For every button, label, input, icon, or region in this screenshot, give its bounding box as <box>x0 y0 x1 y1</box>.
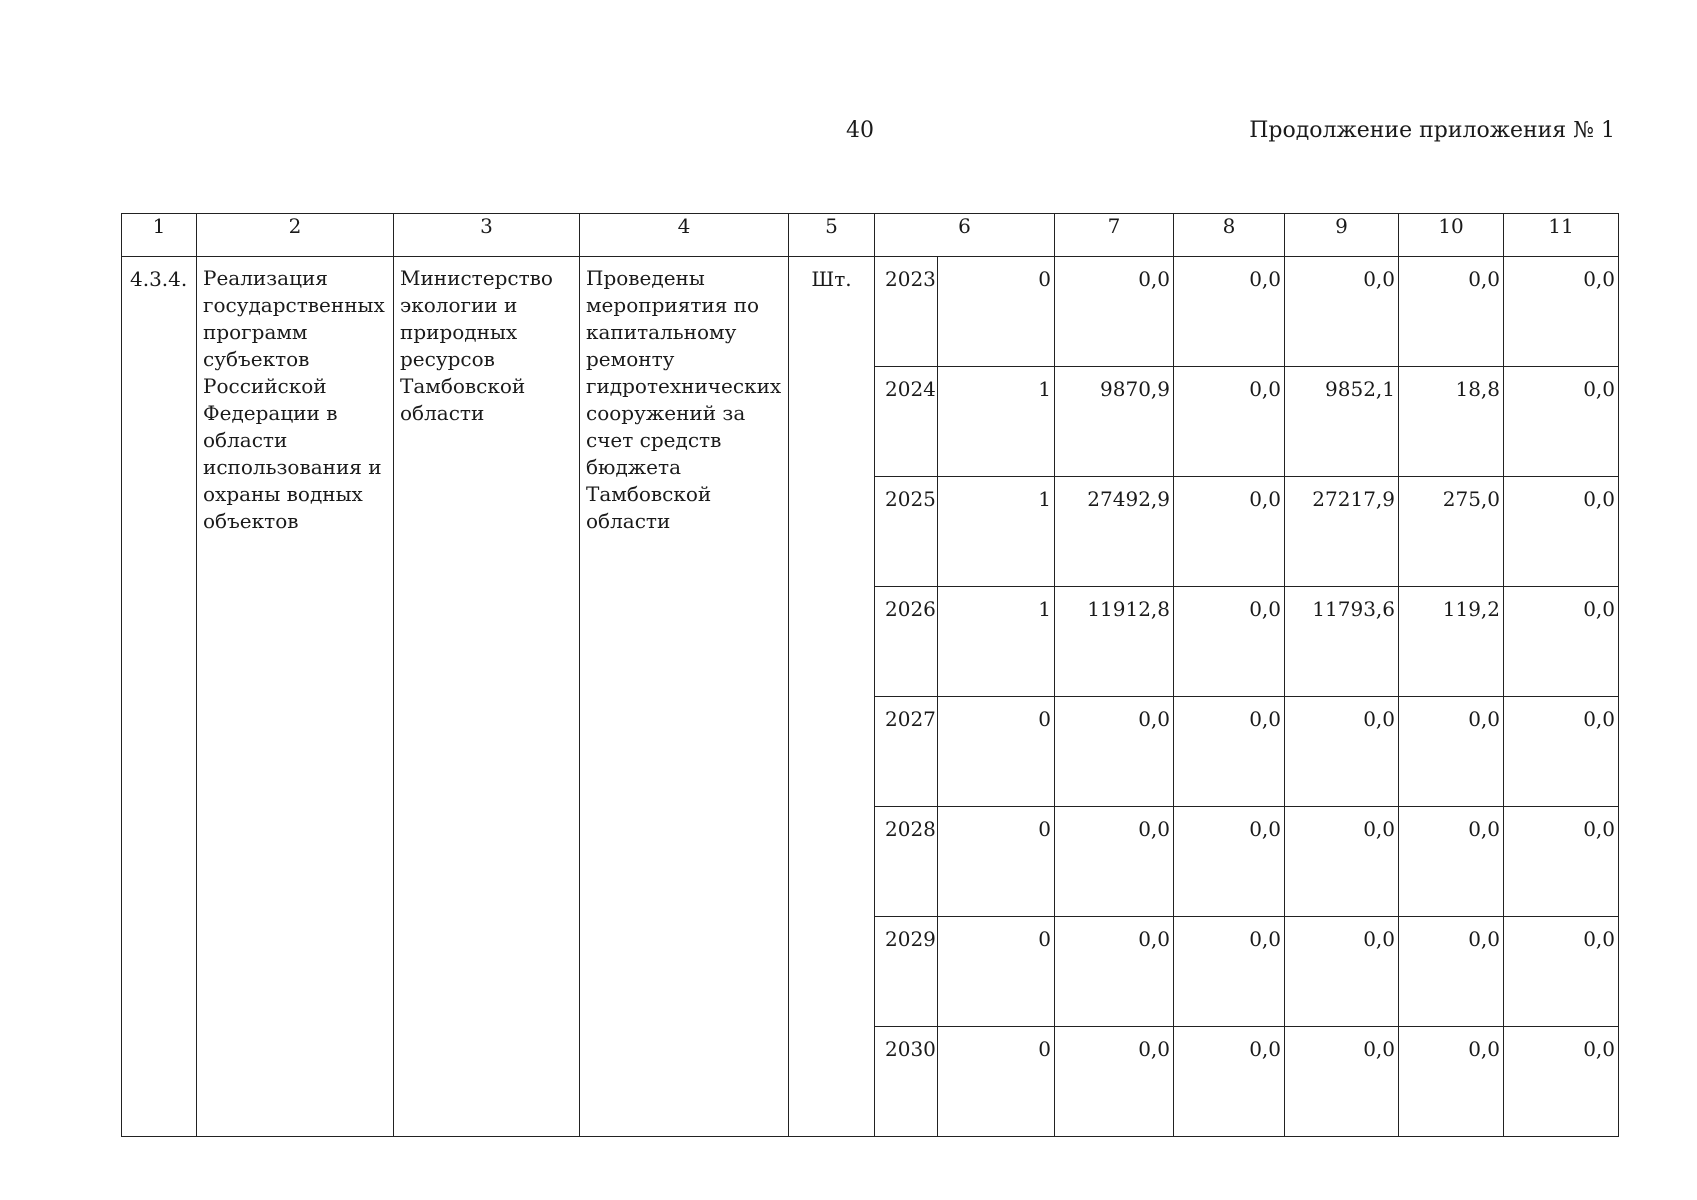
value-cell: 0,0 <box>1174 807 1285 917</box>
column-header: 3 <box>394 214 580 257</box>
value-cell: 0,0 <box>1174 587 1285 697</box>
value-cell: 119,2 <box>1399 587 1504 697</box>
value-cell: 0,0 <box>1174 697 1285 807</box>
page-number: 40 <box>846 118 874 143</box>
unit-of-measure: Шт. <box>789 257 875 1137</box>
table-header-row <box>122 214 1619 257</box>
year-cell: 2023 <box>875 257 938 367</box>
value-cell: 0,0 <box>1174 477 1285 587</box>
value-cell: 27492,9 <box>1055 477 1174 587</box>
executor-name: Министерство экологии и природных ресурсов Тамбовской области <box>394 257 580 1137</box>
value-cell: 0,0 <box>1055 807 1174 917</box>
year-cell: 2024 <box>875 367 938 477</box>
year-cell: 2030 <box>875 1027 938 1137</box>
column-header: 10 <box>1399 214 1504 257</box>
item-number: 4.3.4. <box>122 257 197 1137</box>
quantity-cell: 1 <box>938 367 1055 477</box>
value-cell: 9870,9 <box>1055 367 1174 477</box>
program-name: Реализация государственных программ субъектов Российской Федерации в области использования и охраны водных объектов <box>197 257 394 1137</box>
column-header: 5 <box>789 214 875 257</box>
quantity-cell: 0 <box>938 1027 1055 1137</box>
quantity-cell: 1 <box>938 587 1055 697</box>
value-cell: 0,0 <box>1504 1027 1619 1137</box>
year-cell: 2029 <box>875 917 938 1027</box>
value-cell: 0,0 <box>1174 367 1285 477</box>
value-cell: 0,0 <box>1504 587 1619 697</box>
value-cell: 0,0 <box>1055 697 1174 807</box>
value-cell: 0,0 <box>1174 1027 1285 1137</box>
value-cell: 0,0 <box>1399 257 1504 367</box>
value-cell: 0,0 <box>1174 257 1285 367</box>
value-cell: 27217,9 <box>1285 477 1399 587</box>
column-header: 4 <box>580 214 789 257</box>
program-table <box>121 213 1619 1137</box>
result-description: Проведены мероприятия по капитальному ремонту гидротехнических сооружений за счет средств бюджета Тамбовской области <box>580 257 789 1137</box>
value-cell: 0,0 <box>1285 697 1399 807</box>
value-cell: 18,8 <box>1399 367 1504 477</box>
value-cell: 0,0 <box>1504 257 1619 367</box>
value-cell: 11793,6 <box>1285 587 1399 697</box>
column-header: 7 <box>1055 214 1174 257</box>
value-cell: 0,0 <box>1504 477 1619 587</box>
column-header: 9 <box>1285 214 1399 257</box>
column-header: 8 <box>1174 214 1285 257</box>
year-cell: 2027 <box>875 697 938 807</box>
value-cell: 0,0 <box>1285 807 1399 917</box>
value-cell: 0,0 <box>1055 257 1174 367</box>
quantity-cell: 0 <box>938 697 1055 807</box>
value-cell: 0,0 <box>1399 807 1504 917</box>
value-cell: 0,0 <box>1504 807 1619 917</box>
column-header: 6 <box>875 214 1055 257</box>
column-header: 11 <box>1504 214 1619 257</box>
quantity-cell: 1 <box>938 477 1055 587</box>
value-cell: 0,0 <box>1285 917 1399 1027</box>
quantity-cell: 0 <box>938 807 1055 917</box>
column-header: 1 <box>122 214 197 257</box>
year-cell: 2025 <box>875 477 938 587</box>
value-cell: 275,0 <box>1399 477 1504 587</box>
quantity-cell: 0 <box>938 917 1055 1027</box>
value-cell: 0,0 <box>1174 917 1285 1027</box>
value-cell: 0,0 <box>1399 917 1504 1027</box>
year-cell: 2026 <box>875 587 938 697</box>
table-row <box>122 257 1619 367</box>
value-cell: 0,0 <box>1399 1027 1504 1137</box>
value-cell: 0,0 <box>1504 367 1619 477</box>
value-cell: 0,0 <box>1285 257 1399 367</box>
value-cell: 0,0 <box>1504 697 1619 807</box>
value-cell: 0,0 <box>1285 1027 1399 1137</box>
value-cell: 0,0 <box>1504 917 1619 1027</box>
value-cell: 11912,8 <box>1055 587 1174 697</box>
value-cell: 0,0 <box>1399 697 1504 807</box>
value-cell: 9852,1 <box>1285 367 1399 477</box>
column-header: 2 <box>197 214 394 257</box>
year-cell: 2028 <box>875 807 938 917</box>
quantity-cell: 0 <box>938 257 1055 367</box>
value-cell: 0,0 <box>1055 917 1174 1027</box>
value-cell: 0,0 <box>1055 1027 1174 1137</box>
continuation-title: Продолжение приложения № 1 <box>1249 118 1615 143</box>
